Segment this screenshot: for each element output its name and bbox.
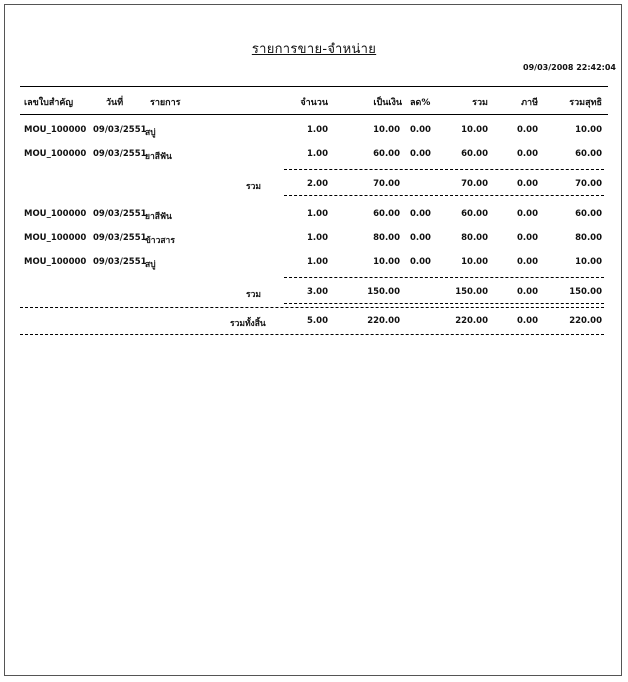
row-tax-cell: 0.00	[517, 257, 538, 267]
row-qty-cell: 1.00	[307, 233, 328, 243]
subtotal-amount-cell: 70.00	[373, 179, 400, 189]
row-doc-cell: MOU_100000	[24, 209, 87, 219]
row-date-cell: 09/03/2551	[93, 149, 147, 159]
row-disc-cell: 0.00	[410, 209, 431, 219]
row-net-cell: 80.00	[575, 233, 602, 243]
report-title: รายการขาย-จำหน่าย	[251, 42, 377, 57]
col-header-item: รายการ	[150, 98, 181, 108]
subtotal-label: รวม	[246, 182, 261, 192]
col-header-date: วันที่	[106, 98, 124, 108]
row-total-cell: 60.00	[461, 149, 488, 159]
col-header-amount: เป็นเงิน	[373, 98, 402, 108]
row-qty-cell: 1.00	[307, 209, 328, 219]
grand-total-net-cell: 220.00	[569, 316, 602, 326]
header-bottom-rule	[20, 114, 608, 115]
row-amount-cell: 80.00	[373, 233, 400, 243]
row-net-cell: 10.00	[575, 125, 602, 135]
row-tax-cell: 0.00	[517, 125, 538, 135]
row-disc-cell: 0.00	[410, 125, 431, 135]
row-net-cell: 10.00	[575, 257, 602, 267]
subtotal-tax-cell: 0.00	[517, 179, 538, 189]
row-disc-cell: 0.00	[410, 233, 431, 243]
subtotal-total-cell: 70.00	[461, 179, 488, 189]
subtotal-net-cell: 70.00	[575, 179, 602, 189]
subtotal-amount-cell: 150.00	[367, 287, 400, 297]
row-qty-cell: 1.00	[307, 149, 328, 159]
row-amount-cell: 10.00	[373, 257, 400, 267]
row-net-cell: 60.00	[575, 209, 602, 219]
row-qty-cell: 1.00	[307, 125, 328, 135]
row-item-cell: ข้าวสาร	[145, 236, 175, 246]
subtotal-total-cell: 150.00	[455, 287, 488, 297]
col-header-doc: เลขใบสำคัญ	[24, 98, 74, 108]
row-doc-cell: MOU_100000	[24, 257, 87, 267]
grand-total-label: รวมทั้งสิ้น	[230, 319, 266, 329]
row-amount-cell: 60.00	[373, 149, 400, 159]
col-header-net: รวมสุทธิ	[569, 98, 602, 108]
grand-total-top-rule	[20, 307, 604, 308]
subtotal-bottom-rule	[284, 195, 604, 196]
subtotal-top-rule	[284, 277, 604, 278]
row-doc-cell: MOU_100000	[24, 149, 87, 159]
row-date-cell: 09/03/2551	[93, 233, 147, 243]
row-net-cell: 60.00	[575, 149, 602, 159]
col-header-total: รวม	[472, 98, 488, 108]
grand-total-tax-cell: 0.00	[517, 316, 538, 326]
col-header-tax: ภาษี	[521, 98, 538, 108]
col-header-qty: จำนวน	[300, 98, 328, 108]
subtotal-bottom-rule	[284, 303, 604, 304]
row-total-cell: 10.00	[461, 125, 488, 135]
row-item-cell: ยาสีฟัน	[145, 152, 172, 162]
grand-total-qty-cell: 5.00	[307, 316, 328, 326]
grand-total-total-cell: 220.00	[455, 316, 488, 326]
row-total-cell: 60.00	[461, 209, 488, 219]
header-top-rule	[20, 86, 608, 87]
row-item-cell: ยาสีฟัน	[145, 212, 172, 222]
row-tax-cell: 0.00	[517, 233, 538, 243]
subtotal-top-rule	[284, 169, 604, 170]
subtotal-label: รวม	[246, 290, 261, 300]
row-item-cell: สบู่	[145, 128, 156, 138]
row-total-cell: 80.00	[461, 233, 488, 243]
subtotal-qty-cell: 3.00	[307, 287, 328, 297]
col-header-disc: ลด%	[410, 98, 431, 108]
row-date-cell: 09/03/2551	[93, 125, 147, 135]
report-datetime: 09/03/2008 22:42:04	[523, 63, 616, 72]
subtotal-qty-cell: 2.00	[307, 179, 328, 189]
row-disc-cell: 0.00	[410, 257, 431, 267]
row-total-cell: 10.00	[461, 257, 488, 267]
grand-total-bottom-rule	[20, 334, 604, 335]
row-date-cell: 09/03/2551	[93, 209, 147, 219]
row-tax-cell: 0.00	[517, 209, 538, 219]
row-disc-cell: 0.00	[410, 149, 431, 159]
grand-total-amount-cell: 220.00	[367, 316, 400, 326]
row-doc-cell: MOU_100000	[24, 233, 87, 243]
row-item-cell: สบู่	[145, 260, 156, 270]
row-date-cell: 09/03/2551	[93, 257, 147, 267]
row-amount-cell: 60.00	[373, 209, 400, 219]
row-amount-cell: 10.00	[373, 125, 400, 135]
row-qty-cell: 1.00	[307, 257, 328, 267]
row-tax-cell: 0.00	[517, 149, 538, 159]
subtotal-net-cell: 150.00	[569, 287, 602, 297]
subtotal-tax-cell: 0.00	[517, 287, 538, 297]
row-doc-cell: MOU_100000	[24, 125, 87, 135]
